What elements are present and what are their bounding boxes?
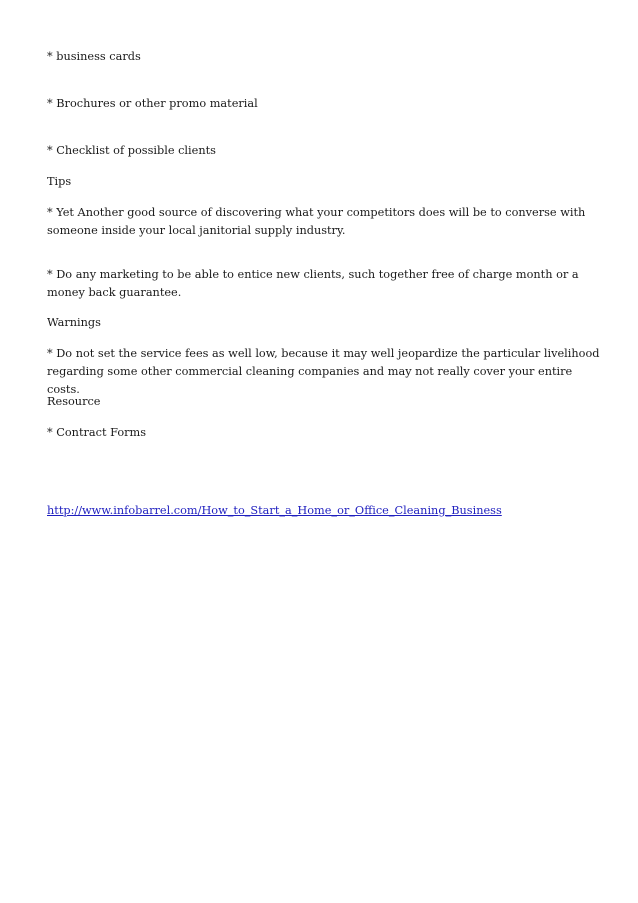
tip-marketing: * Do any marketing to be able to entice new clients, such together free of charge month or a money back guarantee. <box>47 268 579 299</box>
resource-heading: Resource <box>47 395 101 408</box>
warnings-heading: Warnings <box>47 316 101 329</box>
tips-heading: Tips <box>47 175 72 188</box>
list-item-brochures: * Brochures or other promo material <box>47 97 258 110</box>
warning-fees: * Do not set the service fees as well low, because it may well jeopardize the particular livelihood regarding some other commercial cleaning companies and may not really cover your entire costs. <box>47 347 600 396</box>
list-item-contract-forms: * Contract Forms <box>47 426 147 439</box>
source-link[interactable]: http://www.infobarrel.com/How_to_Start_a_Home_or_Office_Cleaning_Business <box>47 504 502 517</box>
tip-competitors: * Yet Another good source of discovering what your competitors does will be to converse with someone inside your local janitorial supply industry. <box>47 206 586 237</box>
list-item-business-cards: * business cards <box>47 50 141 63</box>
source-link-line <box>47 502 607 520</box>
list-item-checklist: * Checklist of possible clients <box>47 144 216 157</box>
